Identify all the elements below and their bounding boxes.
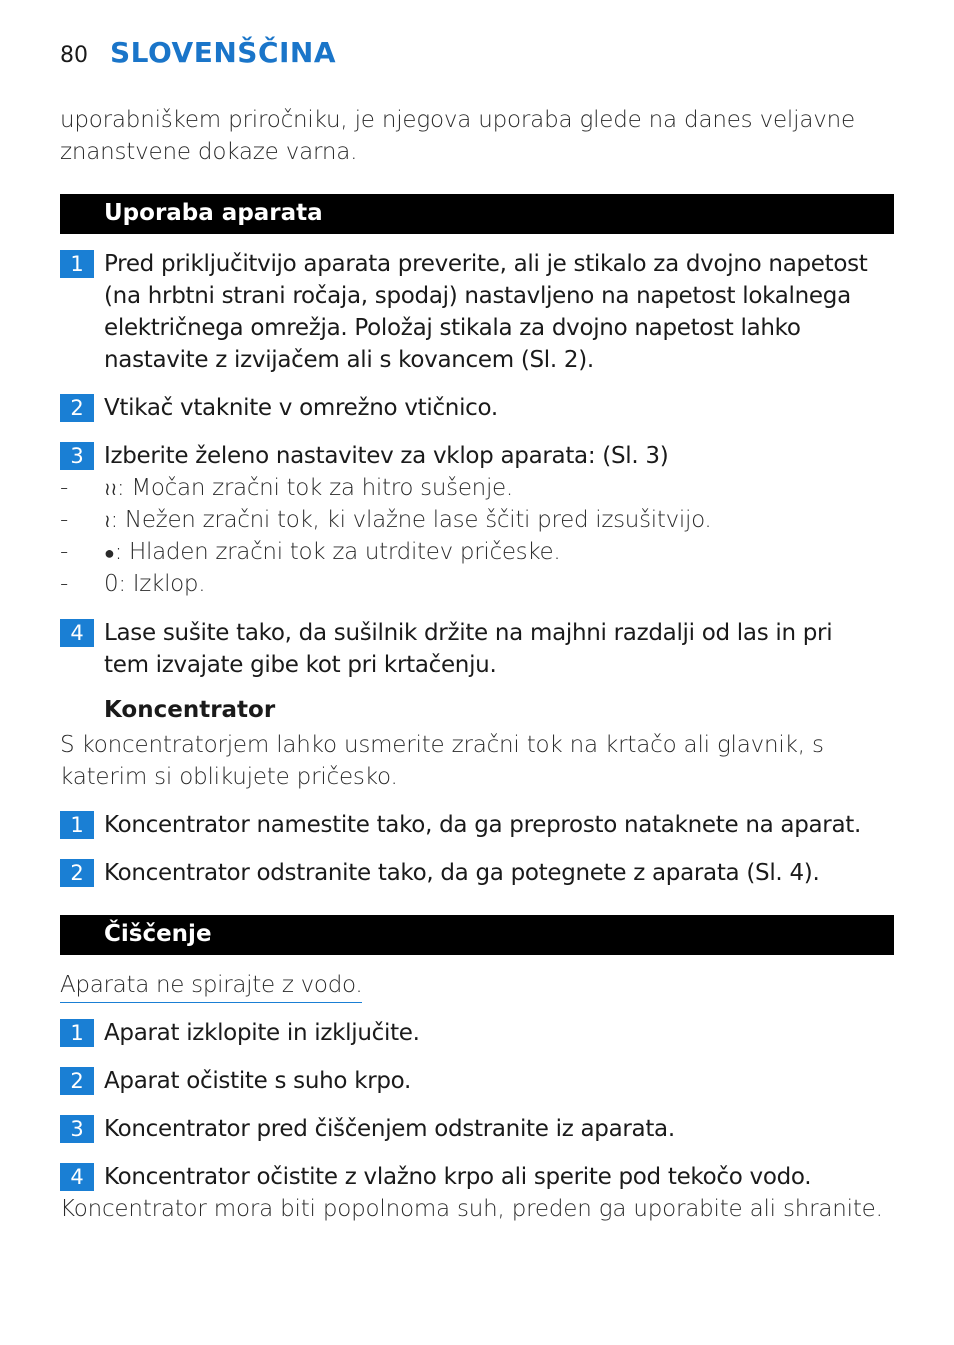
concentrator-desc-line-2: katerim si oblikujete pričesko. (60, 764, 398, 790)
language-heading: SLOVENŠČINA (110, 36, 337, 69)
section-clean-header (60, 915, 894, 955)
step-line: Lase sušite tako, da sušilnik držite na majhni razdalji od las in pri (104, 620, 833, 646)
section-use-title: Uporaba aparata (104, 200, 323, 226)
step-line: nastavite z izvijačem ali s kovancem (Sl. 2). (104, 347, 594, 373)
concentrator-heading: Koncentrator (104, 697, 276, 723)
step-text (104, 392, 904, 424)
section-clean-title: Čiščenje (104, 921, 212, 947)
concentrator-desc-line-1: S koncentratorjem lahko usmerite zračni tok na krtačo ali glavnik, s (60, 732, 824, 758)
concentrator-description (60, 729, 894, 793)
setting-text: : Močan zračni tok za hitro sušenje. (116, 475, 513, 501)
step-text: Koncentrator pred čiščenjem odstranite iz aparata. (104, 1116, 675, 1142)
intro-line-1: uporabniškem priročniku, je njegova uporaba glede na danes veljavne (60, 107, 855, 133)
setting-text: 0: Izklop. (104, 571, 206, 597)
step-number-badge: 4 (60, 1163, 94, 1191)
step-number-badge: 3 (60, 1115, 94, 1143)
step-line: tem izvajate gibe kot pri krtačenju. (104, 652, 497, 678)
step-line: Izberite želeno nastavitev za vklop aparata: (Sl. 3) (104, 443, 669, 469)
step-text (104, 617, 904, 681)
bullet-dash: - (60, 507, 68, 533)
step-line: Pred priključitvijo aparata preverite, ali je stikalo za dvojno napetost (104, 251, 868, 277)
step-number-badge: 1 (60, 250, 94, 278)
page-number: 80 (60, 43, 88, 68)
intro-paragraph (60, 104, 894, 168)
page-header (60, 36, 336, 70)
step-number-badge: 2 (60, 1067, 94, 1095)
step-text: Aparat očistite s suho krpo. (104, 1068, 412, 1094)
bullet-dash: - (60, 475, 68, 501)
section-use-header (60, 194, 894, 234)
step-text: Aparat izklopite in izključite. (104, 1020, 420, 1046)
step-number-badge: 3 (60, 442, 94, 470)
step-number-badge: 2 (60, 394, 94, 422)
airflow-gentle-icon: ≀ (104, 511, 111, 532)
step-text: Koncentrator odstranite tako, da ga potegnete z aparata (Sl. 4). (104, 860, 820, 886)
bullet-dash: - (60, 539, 68, 565)
setting-text: : Hladen zračni tok za utrditev pričeske. (114, 539, 561, 565)
bullet-dash: - (60, 571, 68, 597)
step-text: Koncentrator očistite z vlažno krpo ali sperite pod tekočo vodo. (104, 1164, 812, 1190)
setting-text: : Nežen zračni tok, ki vlažne lase ščiti pred izsušitvijo. (110, 507, 712, 533)
step-number-badge: 2 (60, 859, 94, 887)
step-text: Koncentrator namestite tako, da ga preprosto nataknete na aparat. (104, 812, 861, 838)
step-text (104, 440, 904, 472)
step-line: Vtikač vtaknite v omrežno vtičnico. (104, 395, 498, 421)
step-number-badge: 1 (60, 1019, 94, 1047)
airflow-strong-icon: ≀≀ (104, 479, 117, 500)
intro-line-2: znanstvene dokaze varna. (60, 139, 358, 165)
step-line: električnega omrežja. Položaj stikala za dvojno napetost lahko (104, 315, 801, 341)
cleaning-note: Koncentrator mora biti popolnoma suh, preden ga uporabite ali shranite. (60, 1196, 883, 1222)
cleaning-warning: Aparata ne spirajte z vodo. (60, 969, 362, 1003)
step-text (104, 248, 904, 376)
cool-dot-icon: ● (104, 543, 115, 564)
step-number-badge: 4 (60, 619, 94, 647)
step-number-badge: 1 (60, 811, 94, 839)
step-line: (na hrbtni strani ročaja, spodaj) nastavljeno na napetost lokalnega (104, 283, 851, 309)
